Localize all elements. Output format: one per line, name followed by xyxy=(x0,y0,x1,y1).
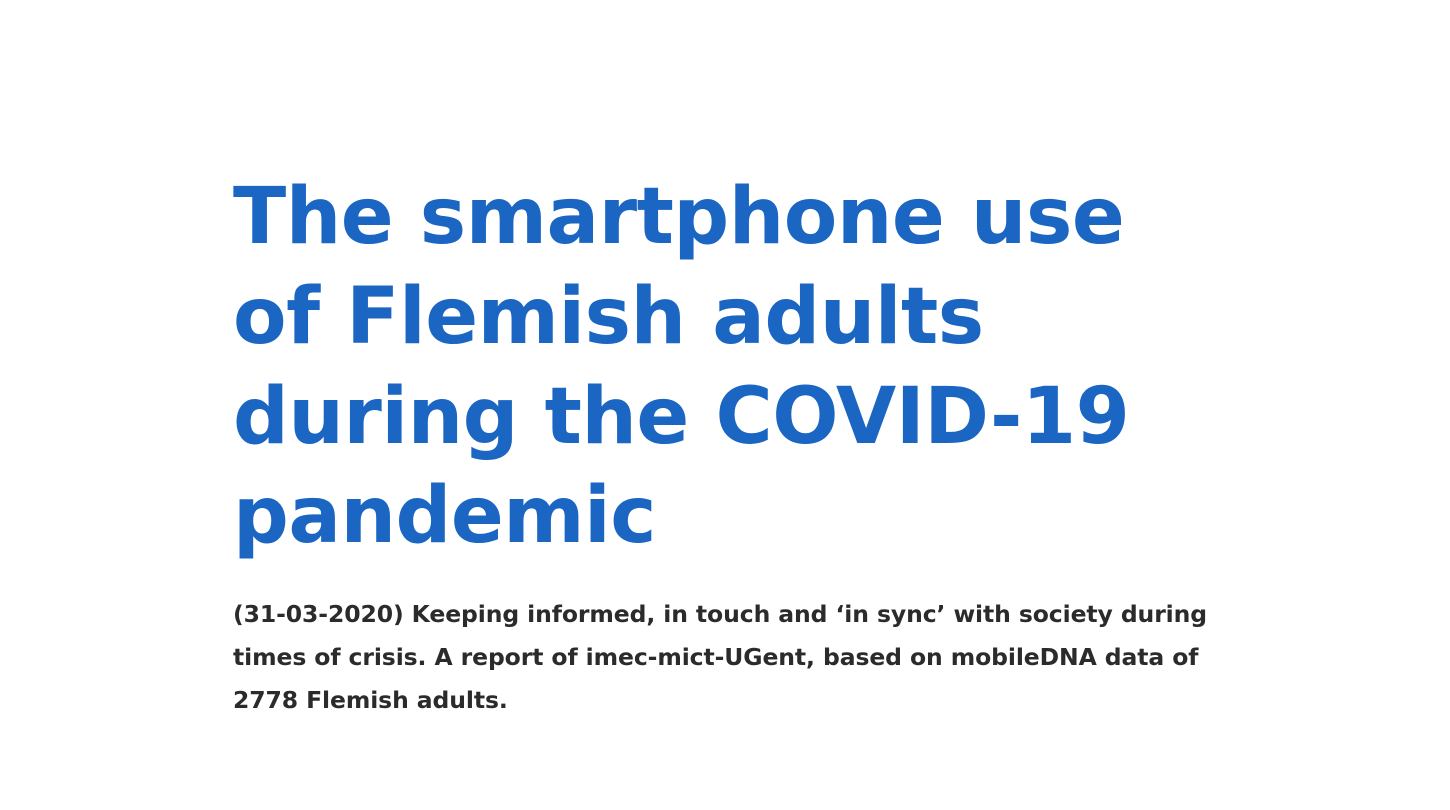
page-title: The smartphone use of Flemish adults during the COVID-19 pandemic xyxy=(233,172,1130,562)
slide-text-block xyxy=(233,168,1213,722)
slide-subtitle: (31-03-2020) Keeping informed, in touch and ‘in sync’ with society during times of crisis. A report of imec-mict-UGent, based on mobileDNA data of 2778 Flemish adults. xyxy=(233,600,1207,715)
